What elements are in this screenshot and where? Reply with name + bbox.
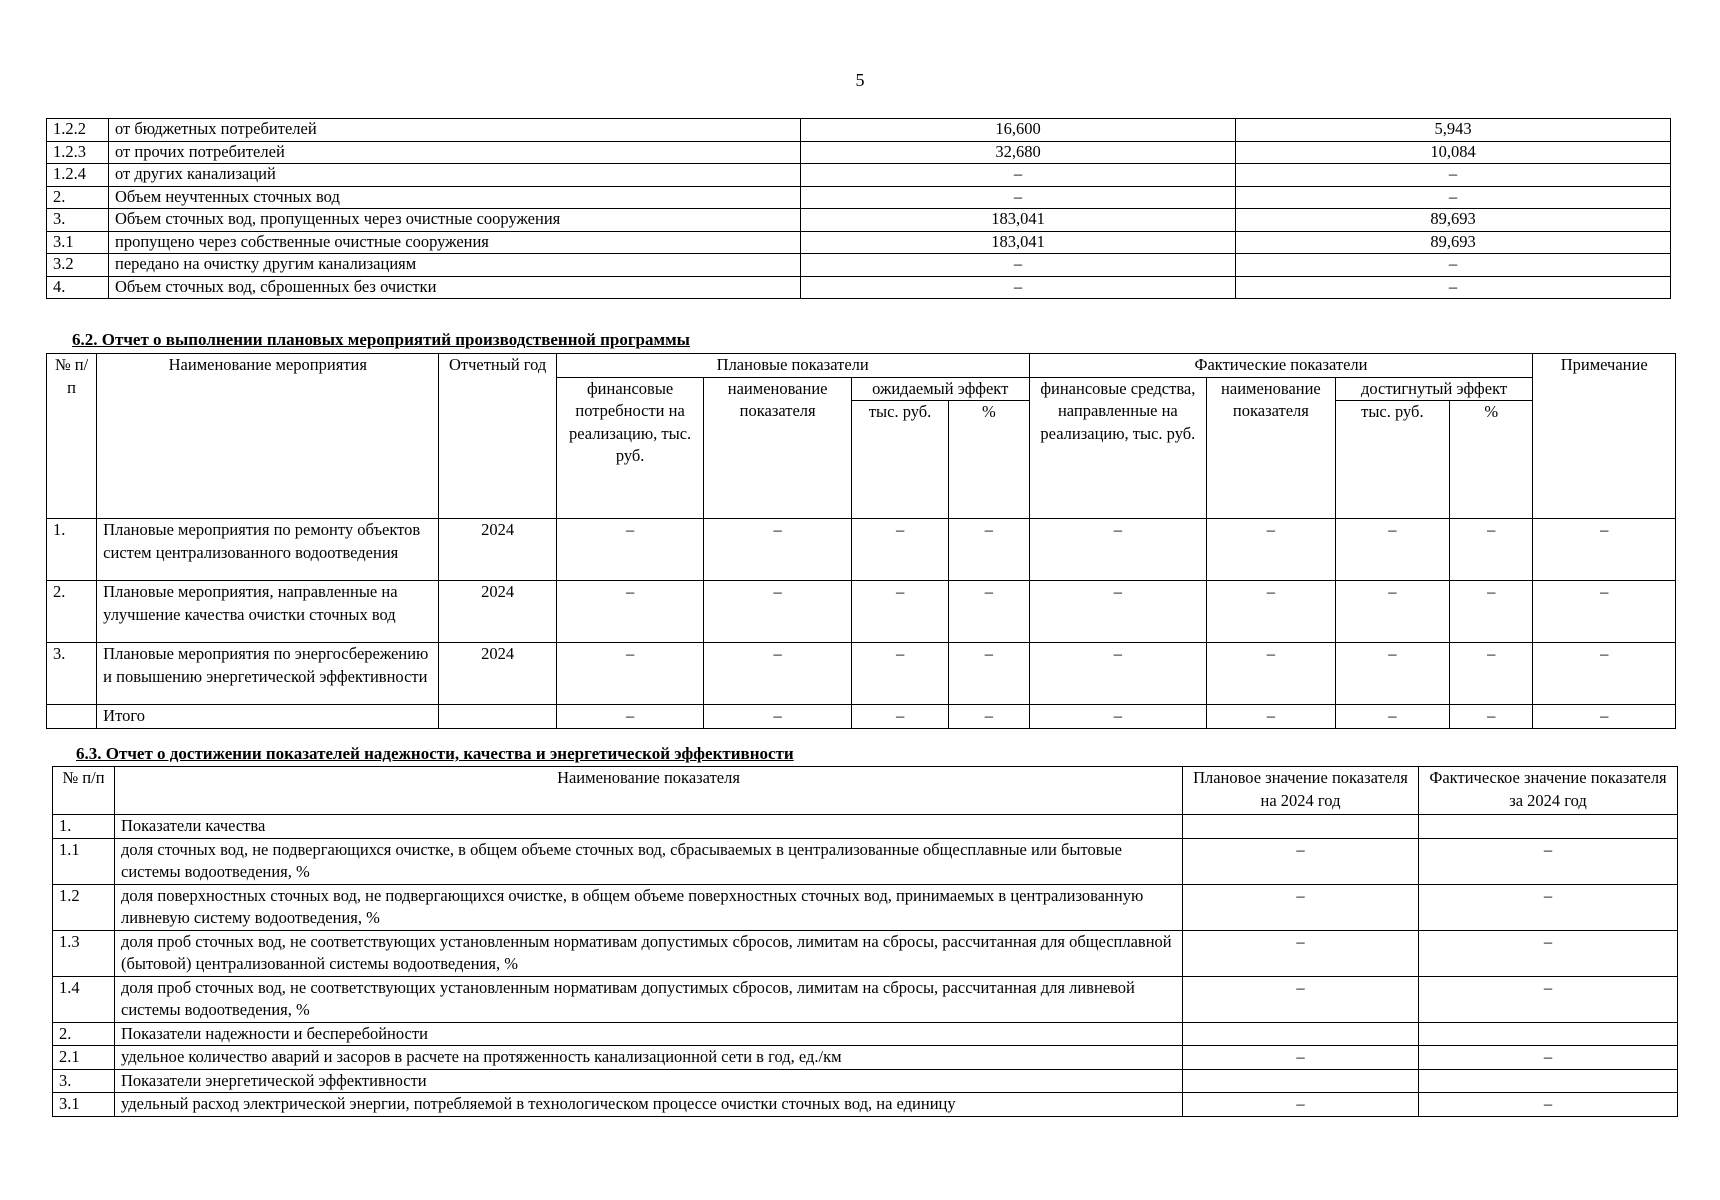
header-achieved-thousand-rub: тыс. руб. [1335,401,1449,519]
table-row [53,838,1678,884]
indicator-cell: – [1029,643,1207,705]
indicator-cell: – [851,581,948,643]
fact-value: – [1419,976,1678,1022]
row-number: 1. [47,519,97,581]
header-expected-effect: ожидаемый эффект [851,377,1029,401]
fact-value: 89,693 [1236,231,1671,254]
plan-value: – [1183,1093,1419,1117]
total-cell: – [1029,705,1207,729]
indicator-cell: – [1335,643,1449,705]
table-row [47,186,1671,209]
indicator-name: доля сточных вод, не подвергающихся очистке, в общем объеме сточных вод, сбрасываемых в централизованные общесплавные или бытовые системы водоотведения, % [115,838,1183,884]
plan-value: 16,600 [801,119,1236,142]
indicator-name: Показатели надежности и бесперебойности [115,1022,1183,1046]
indicator-cell: – [704,581,852,643]
plan-value: – [801,186,1236,209]
table-row [47,519,1676,581]
header-plan-value: Плановое значение показателя на 2024 год [1183,767,1419,815]
fact-value: – [1419,1046,1678,1070]
page-number: 5 [855,70,865,90]
header-fact-indicator-name: наименование показателя [1207,377,1335,519]
plan-value: – [1183,884,1419,930]
fact-value: – [1236,254,1671,277]
indicator-cell: – [1207,643,1335,705]
report-year: 2024 [439,643,556,705]
fact-value: – [1236,164,1671,187]
report-year: 2024 [439,581,556,643]
indicator-cell: – [1335,581,1449,643]
row-number: 2.1 [53,1046,115,1070]
row-number: 1.1 [53,838,115,884]
row-number: 1.2 [53,884,115,930]
row-name: от прочих потребителей [109,141,801,164]
indicator-cell: – [1029,581,1207,643]
header-fact-value: Фактическое значение показателя за 2024 год [1419,767,1678,815]
table-row [53,884,1678,930]
indicator-name: доля проб сточных вод, не соответствующих установленным нормативам допустимых сбросов, лимитам на сбросы, рассчитанная для ливневой системы водоотведения, % [115,976,1183,1022]
plan-value [1183,1069,1419,1093]
table-row [47,276,1671,299]
measure-name: Плановые мероприятия по энергосбережению и повышению энергетической эффективности [97,643,439,705]
header-planned-indicators: Плановые показатели [556,354,1029,378]
header-measure-name: Наименование мероприятия [97,354,439,519]
table-row [47,141,1671,164]
fact-value: – [1419,930,1678,976]
total-cell: – [949,705,1029,729]
table-row [53,815,1678,839]
row-number: 4. [47,276,109,299]
indicator-cell: – [1533,519,1676,581]
plan-value: – [801,254,1236,277]
indicator-cell: – [1335,519,1449,581]
indicator-cell: – [851,643,948,705]
table-row [53,930,1678,976]
row-number: 3. [47,643,97,705]
indicator-cell: – [1207,581,1335,643]
plan-value: 32,680 [801,141,1236,164]
row-number: 3.1 [47,231,109,254]
fact-value [1419,815,1678,839]
row-name: передано на очистку другим канализациям [109,254,801,277]
table-row [53,1046,1678,1070]
indicator-cell: – [1533,581,1676,643]
fact-value: – [1419,838,1678,884]
row-number: 2. [53,1022,115,1046]
total-cell: – [1533,705,1676,729]
row-number: 1.2.2 [47,119,109,142]
total-label: Итого [97,705,439,729]
indicator-cell: – [851,519,948,581]
header-achieved-percent: % [1450,401,1533,519]
table-row [53,976,1678,1022]
total-cell: – [1335,705,1449,729]
report-year [439,705,556,729]
table-row [47,164,1671,187]
plan-value: – [801,276,1236,299]
table-row [47,231,1671,254]
plan-value: – [1183,930,1419,976]
indicator-cell: – [949,519,1029,581]
header-num: № п/п [53,767,115,815]
header-num: № п/п [47,354,97,519]
indicator-cell: – [949,581,1029,643]
indicator-name: доля поверхностных сточных вод, не подвергающихся очистке, в общем объеме поверхностных сточных вод, принимаемых в централизованную ливневую систему водоотведения, % [115,884,1183,930]
reliability-quality-table [52,766,1678,1117]
fact-value: – [1236,276,1671,299]
indicator-cell: – [1029,519,1207,581]
fact-value: 5,943 [1236,119,1671,142]
header-indicator-name: Наименование показателя [115,767,1183,815]
indicator-cell: – [949,643,1029,705]
fact-value [1419,1022,1678,1046]
indicator-cell: – [556,643,704,705]
row-number: 1.2.4 [47,164,109,187]
measure-name: Плановые мероприятия по ремонту объектов систем централизованного водоотведения [97,519,439,581]
total-cell: – [704,705,852,729]
plan-value [1183,815,1419,839]
fact-value [1419,1069,1678,1093]
measure-name: Плановые мероприятия, направленные на улучшение качества очистки сточных вод [97,581,439,643]
row-number [47,705,97,729]
row-number: 1.2.3 [47,141,109,164]
row-number: 3. [53,1069,115,1093]
total-cell: – [851,705,948,729]
row-name: от других канализаций [109,164,801,187]
indicator-name: удельный расход электрической энергии, потребляемой в технологическом процессе очистки сточных вод, на единицу [115,1093,1183,1117]
row-number: 3.1 [53,1093,115,1117]
section-6-2-title: 6.2. Отчет о выполнении плановых мероприятий производственной программы [72,330,690,349]
indicator-cell: – [1450,581,1533,643]
header-achieved-effect: достигнутый эффект [1335,377,1533,401]
row-name: Объем неучтенных сточных вод [109,186,801,209]
row-name: от бюджетных потребителей [109,119,801,142]
table-row [47,119,1671,142]
indicator-cell: – [1207,519,1335,581]
row-number: 3. [47,209,109,232]
table-row [53,1093,1678,1117]
header-fact-financial-funds: финансовые средства, направленные на реализацию, тыс. руб. [1029,377,1207,519]
indicator-cell: – [704,643,852,705]
plan-value: 183,041 [801,231,1236,254]
indicator-cell: – [1533,643,1676,705]
indicator-name: Показатели энергетической эффективности [115,1069,1183,1093]
header-actual-indicators: Фактические показатели [1029,354,1533,378]
total-cell: – [1207,705,1335,729]
indicator-name: доля проб сточных вод, не соответствующих установленным нормативам допустимых сбросов, лимитам на сбросы, рассчитанная для общесплавной (бытовой) централизованной системы водоотведения, % [115,930,1183,976]
total-row [47,705,1676,729]
table-row [47,581,1676,643]
total-cell: – [1450,705,1533,729]
indicator-cell: – [556,581,704,643]
fact-value: – [1236,186,1671,209]
indicator-cell: – [1450,643,1533,705]
fact-value: – [1419,1093,1678,1117]
indicator-name: удельное количество аварий и засоров в расчете на протяженность канализационной сети в год, ед./км [115,1046,1183,1070]
header-note: Примечание [1533,354,1676,519]
table-row [47,643,1676,705]
header-expected-thousand-rub: тыс. руб. [851,401,948,519]
header-plan-indicator-name: наименование показателя [704,377,852,519]
fact-value: 89,693 [1236,209,1671,232]
fact-value: 10,084 [1236,141,1671,164]
plan-value: – [1183,838,1419,884]
wastewater-volume-table [46,118,1671,299]
header-plan-financial-needs: финансовые потребности на реализацию, тыс. руб. [556,377,704,519]
table-row [53,1069,1678,1093]
header-report-year: Отчетный год [439,354,556,519]
header-expected-percent: % [949,401,1029,519]
report-year: 2024 [439,519,556,581]
plan-value: – [801,164,1236,187]
fact-value: – [1419,884,1678,930]
indicator-name: Показатели качества [115,815,1183,839]
row-number: 1.4 [53,976,115,1022]
indicator-cell: – [704,519,852,581]
row-name: Объем сточных вод, сброшенных без очистки [109,276,801,299]
row-name: пропущено через собственные очистные сооружения [109,231,801,254]
table-row [47,254,1671,277]
row-number: 2. [47,581,97,643]
plan-value: 183,041 [801,209,1236,232]
row-number: 3.2 [47,254,109,277]
planned-measures-table [46,353,1676,729]
table-row [53,1022,1678,1046]
plan-value: – [1183,976,1419,1022]
row-number: 1.3 [53,930,115,976]
row-number: 2. [47,186,109,209]
plan-value [1183,1022,1419,1046]
row-name: Объем сточных вод, пропущенных через очистные сооружения [109,209,801,232]
total-cell: – [556,705,704,729]
section-6-3-title: 6.3. Отчет о достижении показателей надежности, качества и энергетической эффективности [76,744,794,763]
plan-value: – [1183,1046,1419,1070]
row-number: 1. [53,815,115,839]
indicator-cell: – [556,519,704,581]
indicator-cell: – [1450,519,1533,581]
table-row [47,209,1671,232]
